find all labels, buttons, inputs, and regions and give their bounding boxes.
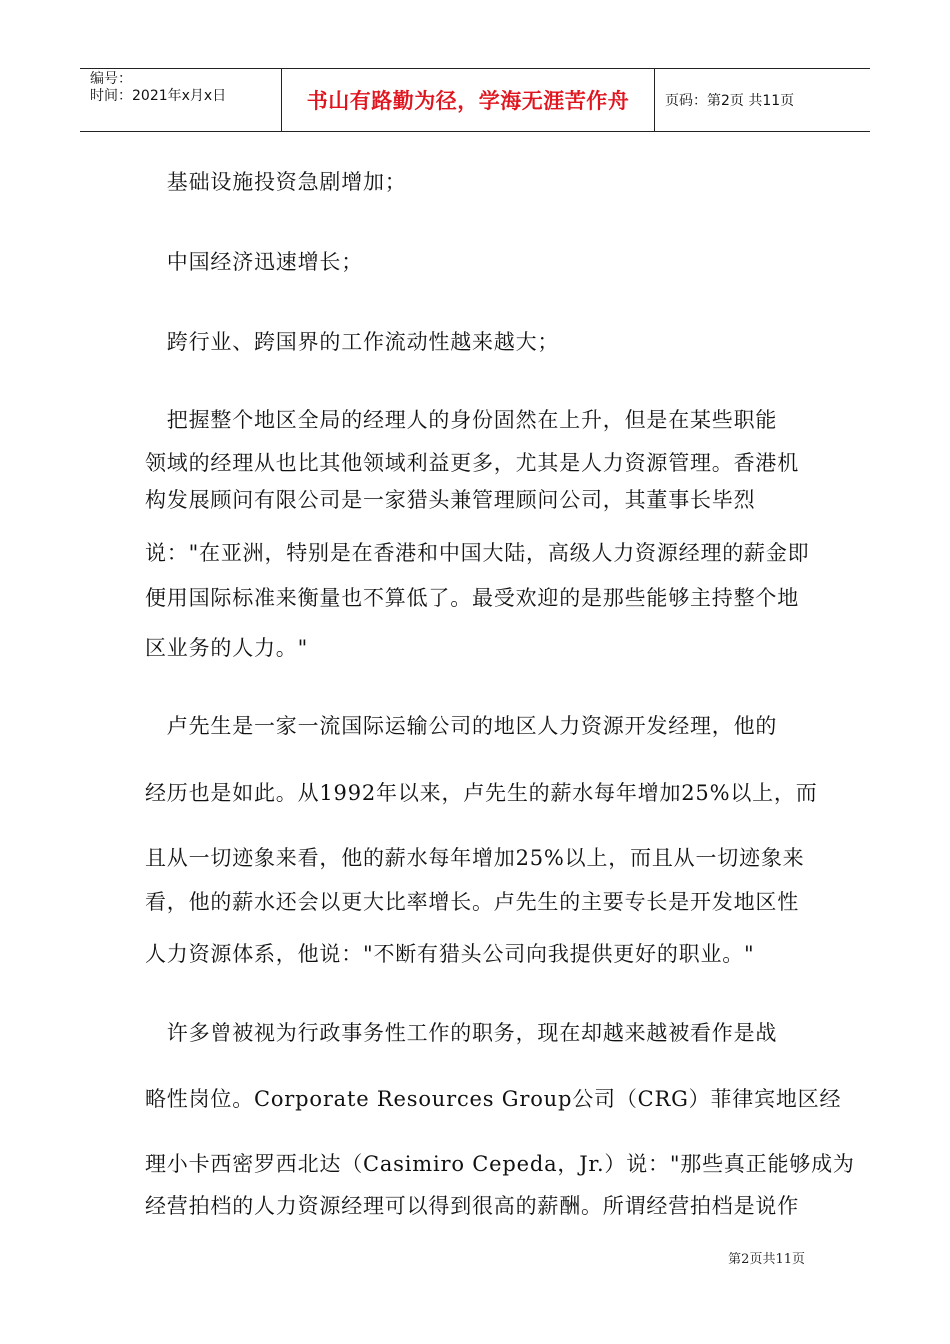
text-line: 经营拍档的人力资源经理可以得到很高的薪酬。所谓经营拍档是说作	[145, 1194, 799, 1218]
text-line: 经历也是如此。从1992年以来，卢先生的薪水每年增加25%以上，而	[145, 781, 818, 805]
text-line: 看，他的薪水还会以更大比率增长。卢先生的主要专长是开发地区性	[145, 890, 799, 914]
text-line: 人力资源体系，他说："不断有猎头公司向我提供更好的职业。"	[145, 942, 755, 966]
text-line: 理小卡西密罗西北达（Casimiro Cepeda，Jr.）说："那些真正能够成为	[145, 1152, 855, 1176]
text-line: 且从一切迹象来看，他的薪水每年增加25%以上，而且从一切迹象来	[145, 846, 805, 870]
text-line: 卢先生是一家一流国际运输公司的地区人力资源开发经理，他的	[145, 714, 778, 738]
text-line: 便用国际标准来衡量也不算低了。最受欢迎的是那些能够主持整个地	[145, 586, 799, 610]
text-line: 中国经济迅速增长；	[145, 250, 363, 274]
text-line: 跨行业、跨国界的工作流动性越来越大；	[145, 330, 560, 354]
text-line: 把握整个地区全局的经理人的身份固然在上升，但是在某些职能	[145, 408, 778, 432]
text-line: 区业务的人力。"	[145, 636, 309, 660]
page-footer: 第2页共11页	[728, 1252, 805, 1267]
motto-text: 书山有路勤为径，学海无涯苦作舟	[306, 89, 630, 113]
text-line: 领域的经理从也比其他领域利益更多，尤其是人力资源管理。香港机	[145, 451, 799, 475]
number-label: 编号：	[90, 71, 132, 87]
text-line: 说："在亚洲，特别是在香港和中国大陆，高级人力资源经理的薪金即	[145, 541, 810, 565]
page-info: 页码：第2页 共11页	[665, 93, 795, 109]
text-line: 许多曾被视为行政事务性工作的职务，现在却越来越被看作是战	[145, 1021, 778, 1045]
text-line: 略性岗位。Corporate Resources Group公司（CRG）菲律宾地区经	[145, 1087, 842, 1111]
text-line: 基础设施投资急剧增加；	[145, 170, 407, 194]
time-label: 时间：2021年x月x日	[90, 88, 227, 104]
text-line: 构发展顾问有限公司是一家猎头兼管理顾问公司，其董事长毕烈	[145, 488, 756, 512]
